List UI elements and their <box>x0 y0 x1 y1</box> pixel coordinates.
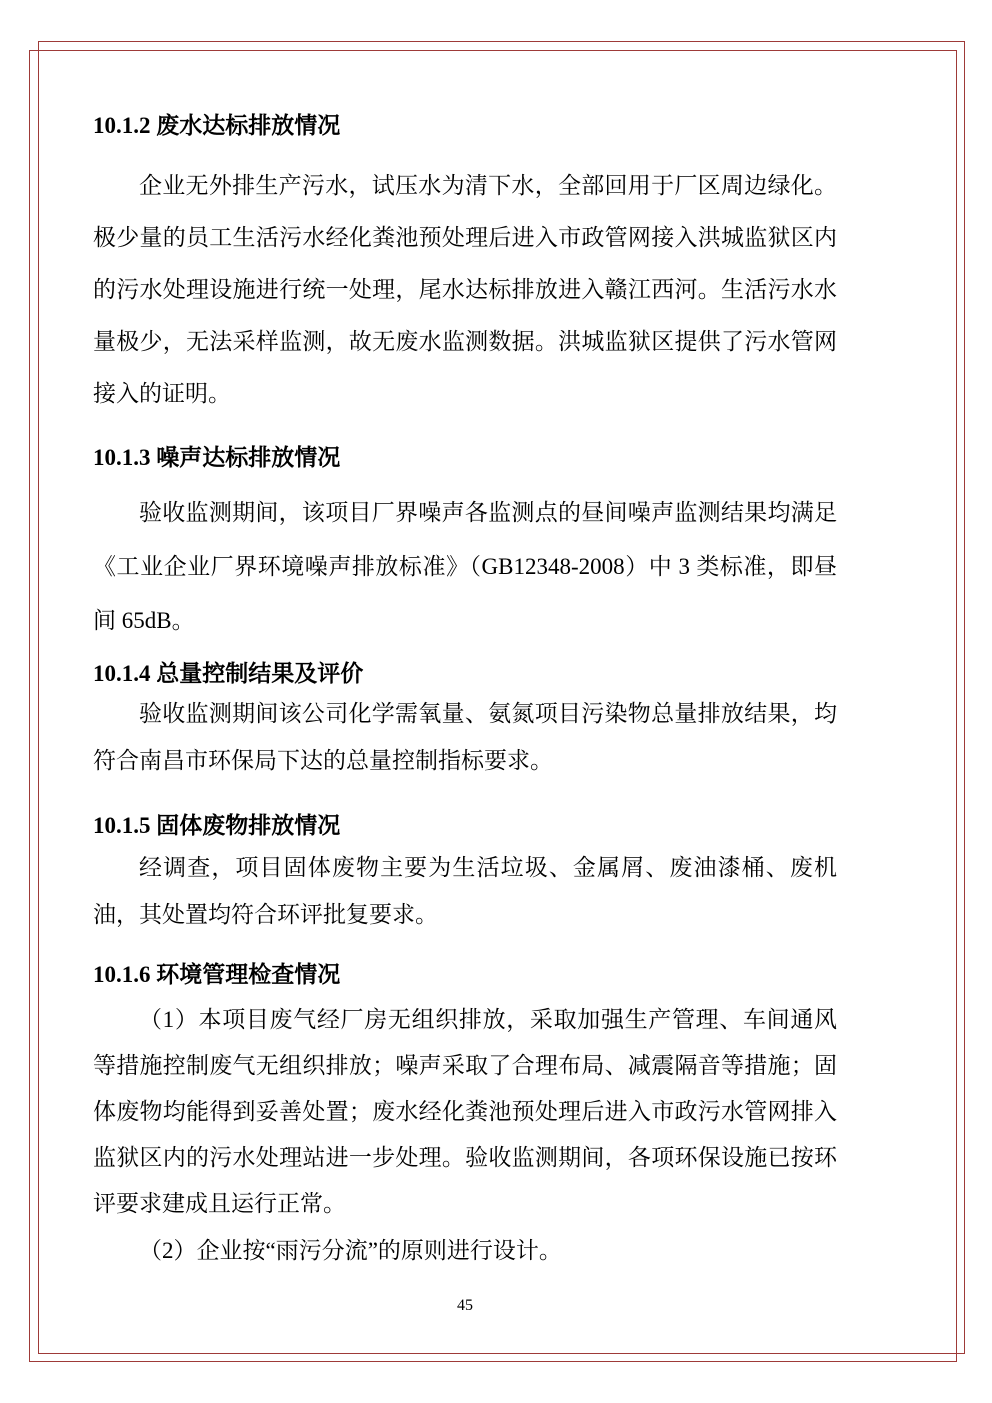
section-paragraph: （2）企业按“雨污分流”的原则进行设计。 <box>139 1238 562 1263</box>
section-environmental-management <box>93 961 837 1274</box>
section-noise-compliance <box>93 444 837 648</box>
section-heading-10-1-3: 10.1.3 噪声达标排放情况 <box>93 445 341 470</box>
document-body <box>93 112 837 1274</box>
section-paragraph: 验收监测期间该公司化学需氧量、氨氮项目污染物总量排放结果，均符合南昌市环保局下达的总量控制指标要求。 <box>93 701 837 773</box>
section-solid-waste <box>93 812 837 938</box>
page-number: 45 <box>457 1297 473 1314</box>
section-paragraph: 验收监测期间，该项目厂界噪声各监测点的昼间噪声监测结果均满足《工业企业厂界环境噪声排放标准》（GB12348-2008）中 3 类标准，即昼间 65dB。 <box>93 500 837 633</box>
section-heading-10-1-6: 10.1.6 环境管理检查情况 <box>93 962 341 987</box>
section-heading-10-1-2: 10.1.2 废水达标排放情况 <box>93 113 341 138</box>
section-heading-10-1-4: 10.1.4 总量控制结果及评价 <box>93 661 364 686</box>
section-paragraph: 经调查，项目固体废物主要为生活垃圾、金属屑、废油漆桶、废机油，其处置均符合环评批复要求。 <box>93 855 837 927</box>
section-heading-10-1-5: 10.1.5 固体废物排放情况 <box>93 813 341 838</box>
section-wastewater-compliance <box>93 112 837 420</box>
section-total-quantity-control <box>93 660 837 784</box>
section-paragraph: （1）本项目废气经厂房无组织排放，采取加强生产管理、车间通风等措施控制废气无组织排放；噪声采取了合理布局、减震隔音等措施；固体废物均能得到妥善处置；废水经化粪池预处理后进入市政污水管网排入监狱区内的污水处理站进一步处理。验收监测期间，各项环保设施已按环评要求建成且运行正常。 <box>93 1007 837 1216</box>
section-paragraph: 企业无外排生产污水，试压水为清下水，全部回用于厂区周边绿化。极少量的员工生活污水经化粪池预处理后进入市政管网接入洪城监狱区内的污水处理设施进行统一处理，尾水达标排放进入赣江西河。生活污水水量极少，无法采样监测，故无废水监测数据。洪城监狱区提供了污水管网接入的证明。 <box>93 173 837 406</box>
